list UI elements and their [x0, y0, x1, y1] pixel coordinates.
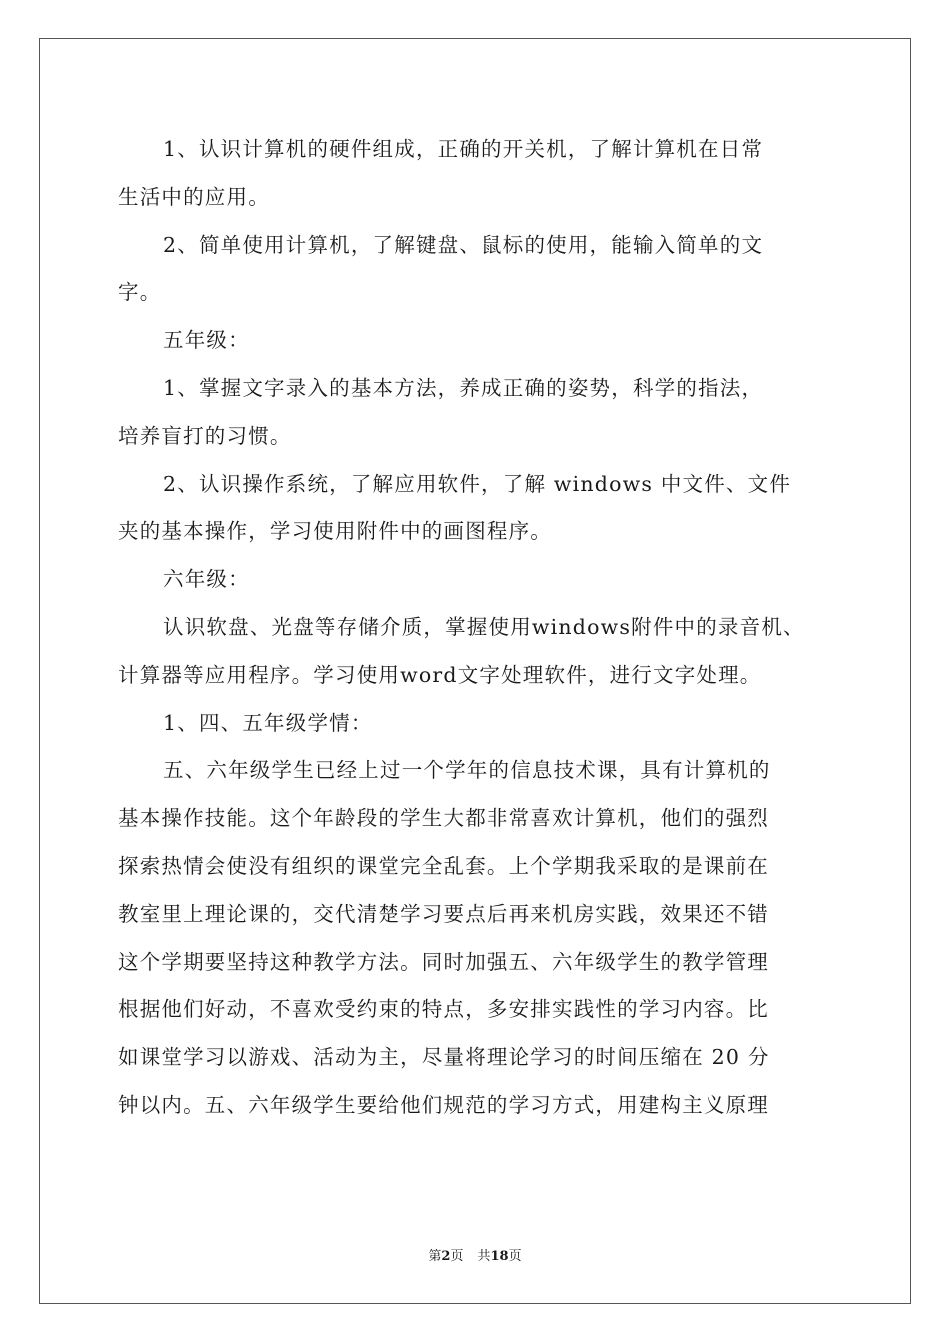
text-line: 计算器等应用程序。学习使用word文字处理软件，进行文字处理。	[118, 662, 762, 687]
page-footer	[0, 1248, 950, 1266]
text-line: 生活中的应用。	[118, 184, 270, 209]
text-line: 夹的基本操作，学习使用附件中的画图程序。	[118, 519, 552, 544]
text-line: 如课堂学习以游戏、活动为主，尽量将理论学习的时间压缩在 20 分	[118, 1045, 770, 1070]
text-line: 1、认识计算机的硬件组成，正确的开关机，了解计算机在日常	[163, 137, 764, 161]
text-line: 认识软盘、光盘等存储介质，掌握使用windows附件中的录音机、	[163, 614, 805, 639]
text-line: 这个学期要坚持这种教学方法。同时加强五、六年级学生的教学管理	[118, 949, 769, 974]
text-line: 基本操作技能。这个年龄段的学生大都非常喜欢计算机，他们的强烈	[118, 806, 769, 831]
text-line: 探索热情会使没有组织的课堂完全乱套。上个学期我采取的是课前在	[118, 853, 769, 878]
text-line: 六年级：	[163, 567, 250, 592]
footer-total-suffix: 页	[508, 1249, 522, 1264]
text-line: 五年级：	[163, 328, 250, 353]
text-line: 根据他们好动，不喜欢受约束的特点，多安排实践性的学习内容。比	[118, 997, 769, 1022]
text-line: 1、四、五年级学情：	[163, 710, 373, 735]
text-line: 钟以内。五、六年级学生要给他们规范的学习方式，用建构主义原理	[118, 1092, 769, 1117]
paragraph-lines	[118, 126, 834, 1130]
document-body	[118, 126, 834, 1130]
text-line: 2、简单使用计算机，了解键盘、鼠标的使用，能输入简单的文	[163, 232, 764, 257]
footer-page-prefix: 第	[428, 1249, 442, 1264]
text-line: 教室里上理论课的，交代清楚学习要点后再来机房实践，效果还不错	[118, 901, 769, 926]
text-line: 五、六年级学生已经上过一个学年的信息技术课，具有计算机的	[163, 758, 771, 783]
footer-page-number: 2	[441, 1249, 451, 1264]
text-line: 字。	[118, 280, 162, 305]
footer-total-prefix: 共	[477, 1249, 491, 1264]
text-line: 2、认识操作系统，了解应用软件，了解 windows 中文件、文件	[163, 471, 792, 496]
text-line: 培养盲打的习惯。	[118, 423, 292, 448]
footer-total-pages: 18	[490, 1249, 509, 1264]
footer-page-suffix: 页	[450, 1249, 464, 1264]
text-line: 1、掌握文字录入的基本方法，养成正确的姿势，科学的指法，	[163, 375, 764, 400]
